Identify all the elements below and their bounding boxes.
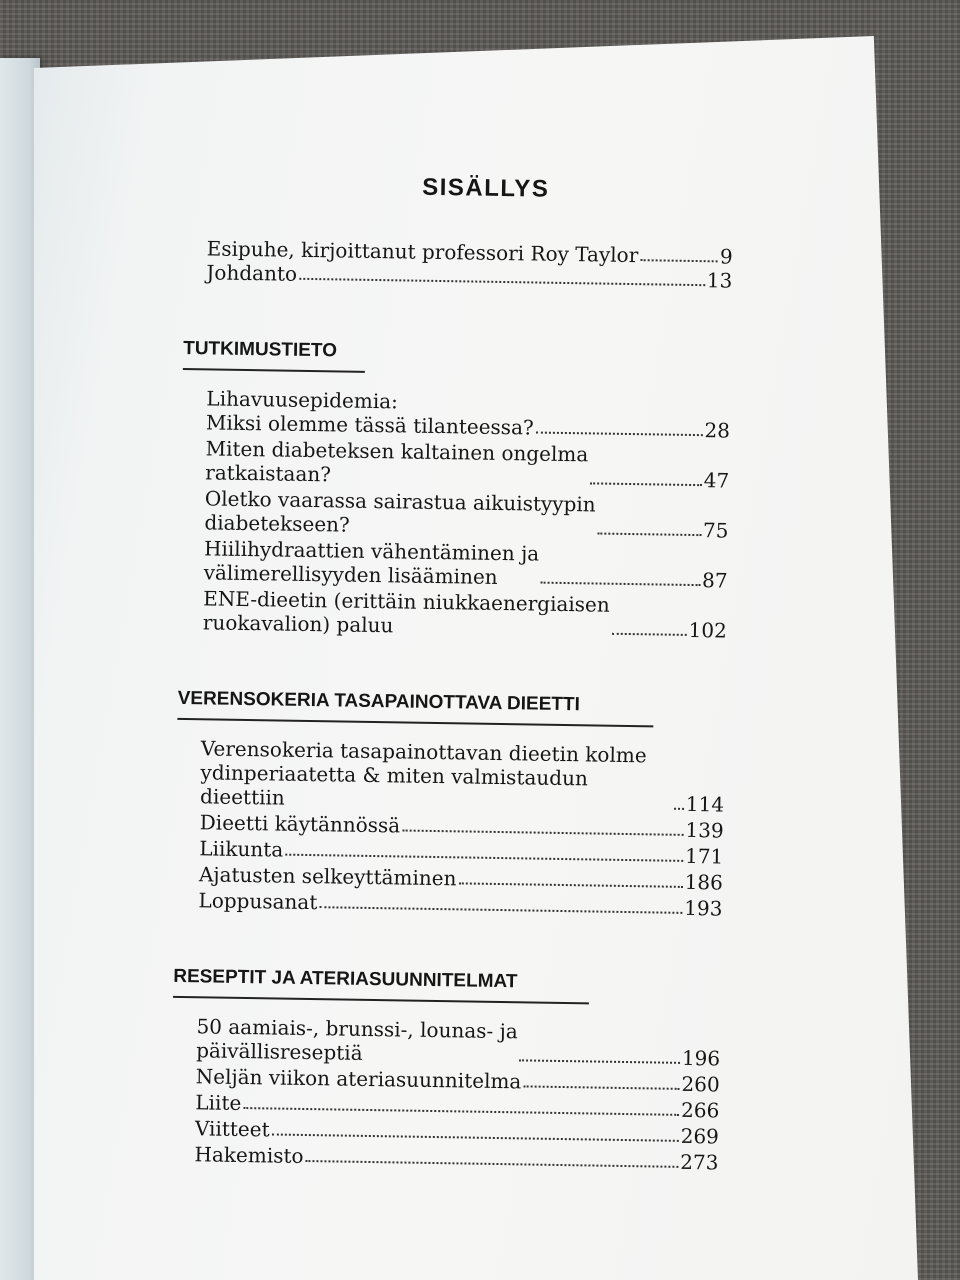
table-of-contents — [170, 170, 766, 1177]
toc-entry-line: Miksi olemme tässä tilanteessa? — [205, 410, 534, 440]
toc-entry — [200, 736, 725, 816]
section-rule — [183, 368, 365, 373]
toc-entry-line: Oletko vaarassa sairastua aikuistyypin — [204, 486, 596, 517]
section-heading: TUTKIMUSTIETO — [183, 337, 338, 362]
toc-entry-text — [199, 836, 283, 861]
toc-entry-line: ydinperiaatetta & miten valmistaudun dieettiin — [199, 760, 589, 810]
page-number: 47 — [703, 468, 730, 493]
toc-entry-text — [196, 1014, 518, 1067]
section-verensokeria — [174, 688, 757, 921]
toc-entry-line: Hiilihydraattien vähentäminen ja — [203, 536, 540, 566]
page-number: 269 — [680, 1123, 720, 1149]
dot-leader — [243, 1107, 679, 1116]
toc-entry — [203, 586, 728, 642]
page-number: 193 — [684, 895, 723, 921]
dot-leader — [523, 1085, 679, 1089]
page-number: 114 — [685, 791, 725, 817]
page-number: 266 — [680, 1097, 720, 1123]
section-entries — [179, 386, 763, 643]
dot-leader — [611, 633, 686, 636]
toc-entry — [196, 1014, 721, 1070]
page-number: 196 — [681, 1045, 721, 1071]
section-entries — [170, 1014, 752, 1175]
toc-entry-line: 50 aamiais-, brunssi-, lounas- ja — [196, 1014, 518, 1044]
toc-entry-line: Miten diabeteksen kaltainen ongelma — [205, 436, 589, 467]
toc-entry-line: Johdanto — [206, 260, 298, 286]
toc-entry-text — [194, 1142, 303, 1168]
dot-leader — [597, 533, 701, 537]
toc-entry-line: Hakemisto — [194, 1142, 304, 1168]
dot-leader — [285, 854, 683, 862]
dot-leader — [458, 882, 682, 888]
dot-leader — [536, 432, 703, 437]
toc-entry-line: Dieetti käytännössä — [199, 810, 401, 838]
toc-entry-line: välimerellisyyden lisääminen — [203, 560, 498, 589]
page-number: 260 — [681, 1071, 720, 1097]
toc-entry-line: Lihavuusepidemia: — [206, 386, 399, 414]
toc-entry-line: Esipuhe, kirjoittanut professori Roy Taylor — [206, 236, 639, 268]
section-heading: RESEPTIT JA ATERIASUUNNITELMAT — [173, 965, 518, 993]
dot-leader — [272, 1133, 679, 1141]
page-number: 9 — [719, 244, 733, 269]
toc-entry-line: Loppusanat — [198, 888, 318, 915]
toc-entry-line: Neljän viikon ateriasuunnitelma — [195, 1064, 522, 1094]
section-reseptit — [170, 966, 753, 1175]
dot-leader — [299, 278, 705, 286]
toc-entry-text — [206, 260, 297, 285]
dot-leader — [640, 259, 718, 262]
toc-entry-text — [206, 386, 534, 439]
page-number: 171 — [684, 843, 724, 869]
toc-entry-line: Ajatusten selkeyttäminen — [198, 862, 457, 891]
toc-entry-line: ruokavalion) paluu — [202, 610, 394, 638]
page-number: 186 — [684, 869, 724, 895]
dot-leader — [305, 1160, 678, 1168]
section-heading: VERENSOKERIA TASAPAINOTTAVA DIEETTI — [177, 687, 581, 716]
toc-entry-text — [203, 536, 539, 589]
toc-entry — [204, 486, 729, 542]
toc-entry-text — [196, 1064, 522, 1093]
section-entries — [174, 736, 757, 921]
page-number: 13 — [706, 268, 733, 293]
toc-entry-text — [195, 1090, 241, 1115]
toc-entry-text — [200, 736, 673, 815]
toc-entry-text — [203, 586, 610, 640]
toc-entry-line: Liite — [195, 1090, 242, 1115]
toc-entry-line: ratkaistaan? — [205, 460, 332, 487]
page-number: 28 — [704, 418, 731, 443]
dot-leader — [319, 906, 682, 914]
toc-entry — [203, 536, 728, 592]
section-tutkimustieto — [179, 338, 764, 643]
toc-entry-text — [200, 810, 401, 837]
toc-entry-line: päivällisreseptiä — [195, 1038, 363, 1065]
toc-entry-line: Liikunta — [199, 836, 284, 862]
intro-entries — [184, 236, 765, 293]
toc-entry-text — [199, 862, 457, 890]
toc-entry — [206, 386, 731, 442]
dot-leader — [402, 829, 683, 835]
dot-leader — [590, 482, 702, 486]
dot-leader — [519, 1059, 680, 1064]
toc-entry-text — [205, 436, 588, 490]
dot-leader — [674, 808, 684, 810]
page-number: 139 — [685, 817, 724, 843]
toc-entry-line: Verensokeria tasapainottavan dieetin kolme — [200, 736, 647, 768]
toc-entry-text — [198, 888, 317, 914]
toc-entry-line: diabetekseen? — [204, 510, 350, 537]
toc-entry-line: Viitteet — [194, 1116, 270, 1142]
dot-leader — [541, 582, 700, 587]
toc-entry-line: ENE-dieetin (erittäin niukkaenergiaisen — [203, 586, 610, 617]
page-number: 102 — [688, 617, 728, 643]
toc-entry — [205, 436, 730, 492]
page-number: 75 — [702, 518, 729, 543]
toc-title: SISÄLLYS — [421, 173, 550, 203]
page-number: 273 — [680, 1149, 719, 1175]
toc-entry-text — [195, 1116, 270, 1141]
page-number: 87 — [701, 568, 728, 593]
toc-entry-text — [204, 486, 596, 540]
